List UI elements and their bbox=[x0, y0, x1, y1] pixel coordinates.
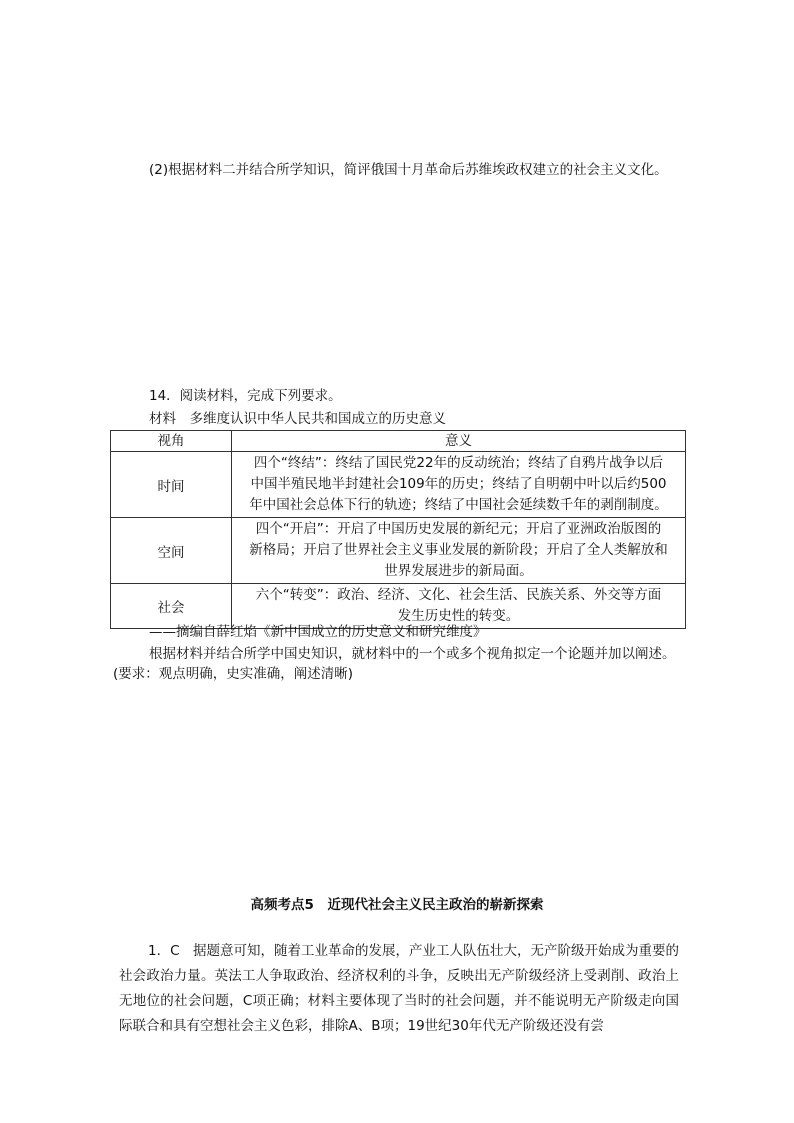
table-row bbox=[111, 518, 686, 584]
table-cell-meaning bbox=[232, 452, 686, 518]
material-source: ——摘编自薛红焰《新中国成立的历史意义和研究维度》 bbox=[149, 624, 487, 640]
significance-table bbox=[110, 430, 686, 629]
table-cell-view: 时间 bbox=[111, 452, 232, 518]
table-header-view: 视角 bbox=[111, 431, 232, 452]
question-2-text: (2)根据材料二并结合所学知识，简评俄国十月革命后苏维埃政权建立的社会主义文化。 bbox=[149, 162, 668, 178]
meaning-line: 中国半殖民地半封建社会109年的历史；终结了自明朝中叶以后约500 bbox=[250, 476, 667, 492]
table-cell-meaning bbox=[232, 518, 686, 584]
meaning-line: 四个“开启”：开启了中国历史发展的新纪元；开启了亚洲政治版图的 bbox=[255, 521, 662, 537]
table-cell-view: 社会 bbox=[111, 584, 232, 629]
table-header-row bbox=[111, 431, 686, 452]
answer-paragraph bbox=[119, 939, 679, 1039]
meaning-line: 四个“终结”：终结了国民党22年的反动统治；终结了自鸦片战争以后 bbox=[253, 455, 664, 471]
answer-text: 1．C 据题意可知，随着工业革命的发展，产业工人队伍壮大，无产阶级开始成为重要的社会政治力量。英法工人争取政治、经济权利的斗争，反映出无产阶级经济上受剥削、政治上无地位的社会问题，C项正确；材料主要体现了当时的社会问题，并不能说明无产阶级走向国际联合和具有空想社会主义色彩，排除A、B项；19世纪30年代无产阶级还没有尝 bbox=[119, 943, 680, 1034]
question-14-requirement: 根据材料并结合所学中国史知识，就材料中的一个或多个视角拟定一个论题并加以阐述。 bbox=[149, 646, 676, 662]
table-cell-view: 空间 bbox=[111, 518, 232, 584]
question-14-requirement-note: (要求：观点明确，史实准确，阐述清晰) bbox=[113, 666, 354, 682]
question-14-title: 14．阅读材料，完成下列要求。 bbox=[149, 388, 342, 404]
table-header-meaning: 意义 bbox=[232, 431, 686, 452]
meaning-line: 世界发展进步的新局面。 bbox=[384, 563, 533, 579]
material-title: 材料 多维度认识中华人民共和国成立的历史意义 bbox=[149, 411, 446, 427]
meaning-line: 年中国社会总体下行的轨迹；终结了中国社会延续数千年的剥削制度。 bbox=[249, 497, 668, 513]
meaning-line: 六个“转变”：政治、经济、文化、社会生活、民族关系、外交等方面 bbox=[255, 587, 662, 603]
meaning-line: 新格局；开启了世界社会主义事业发展的新阶段；开启了全人类解放和 bbox=[249, 542, 668, 558]
meaning-line: 发生历史性的转变。 bbox=[397, 608, 520, 624]
table-row bbox=[111, 452, 686, 518]
section-heading: 高频考点5 近现代社会主义民主政治的崭新探索 bbox=[250, 897, 544, 913]
